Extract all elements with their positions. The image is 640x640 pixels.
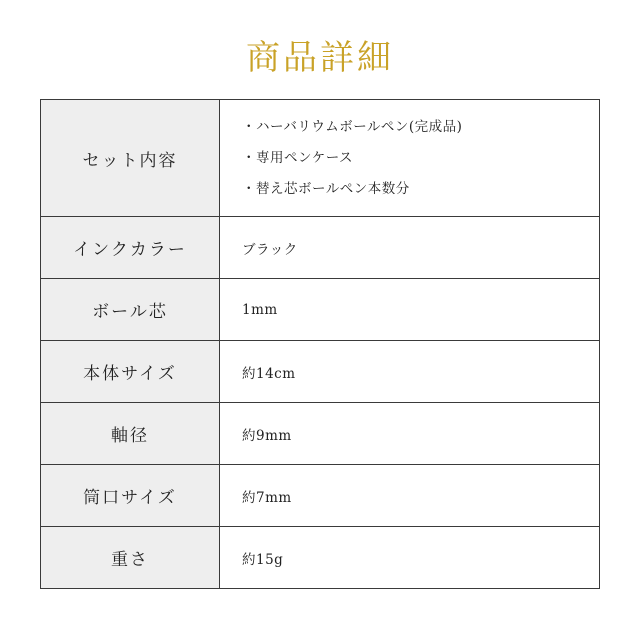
spec-value-list [220, 100, 600, 217]
spec-value: ブラック [220, 217, 600, 279]
spec-label: 本体サイズ [41, 341, 220, 403]
spec-value: 約9mm [220, 403, 600, 465]
spec-row-ink-color [41, 217, 600, 279]
spec-label: 軸径 [41, 403, 220, 465]
spec-value: 1mm [220, 279, 600, 341]
spec-row-set-contents [41, 100, 600, 217]
spec-value: 約15g [220, 527, 600, 589]
product-spec-table [40, 99, 600, 589]
set-item: ・専用ペンケース [242, 149, 354, 166]
spec-label: インクカラー [41, 217, 220, 279]
spec-value: 約14cm [220, 341, 600, 403]
spec-label: 重さ [41, 527, 220, 589]
spec-row-shaft-diameter [41, 403, 600, 465]
spec-label: 筒口サイズ [41, 465, 220, 527]
set-item: ・替え芯ボールペン本数分 [242, 180, 410, 197]
spec-label: セット内容 [41, 100, 220, 217]
set-item: ・ハーバリウムボールペン(完成品) [242, 118, 463, 135]
spec-label: ボール芯 [41, 279, 220, 341]
page-title: 商品詳細 [246, 38, 394, 78]
spec-row-weight [41, 527, 600, 589]
spec-row-ball-tip [41, 279, 600, 341]
spec-value: 約7mm [220, 465, 600, 527]
spec-row-body-size [41, 341, 600, 403]
spec-row-opening-size [41, 465, 600, 527]
